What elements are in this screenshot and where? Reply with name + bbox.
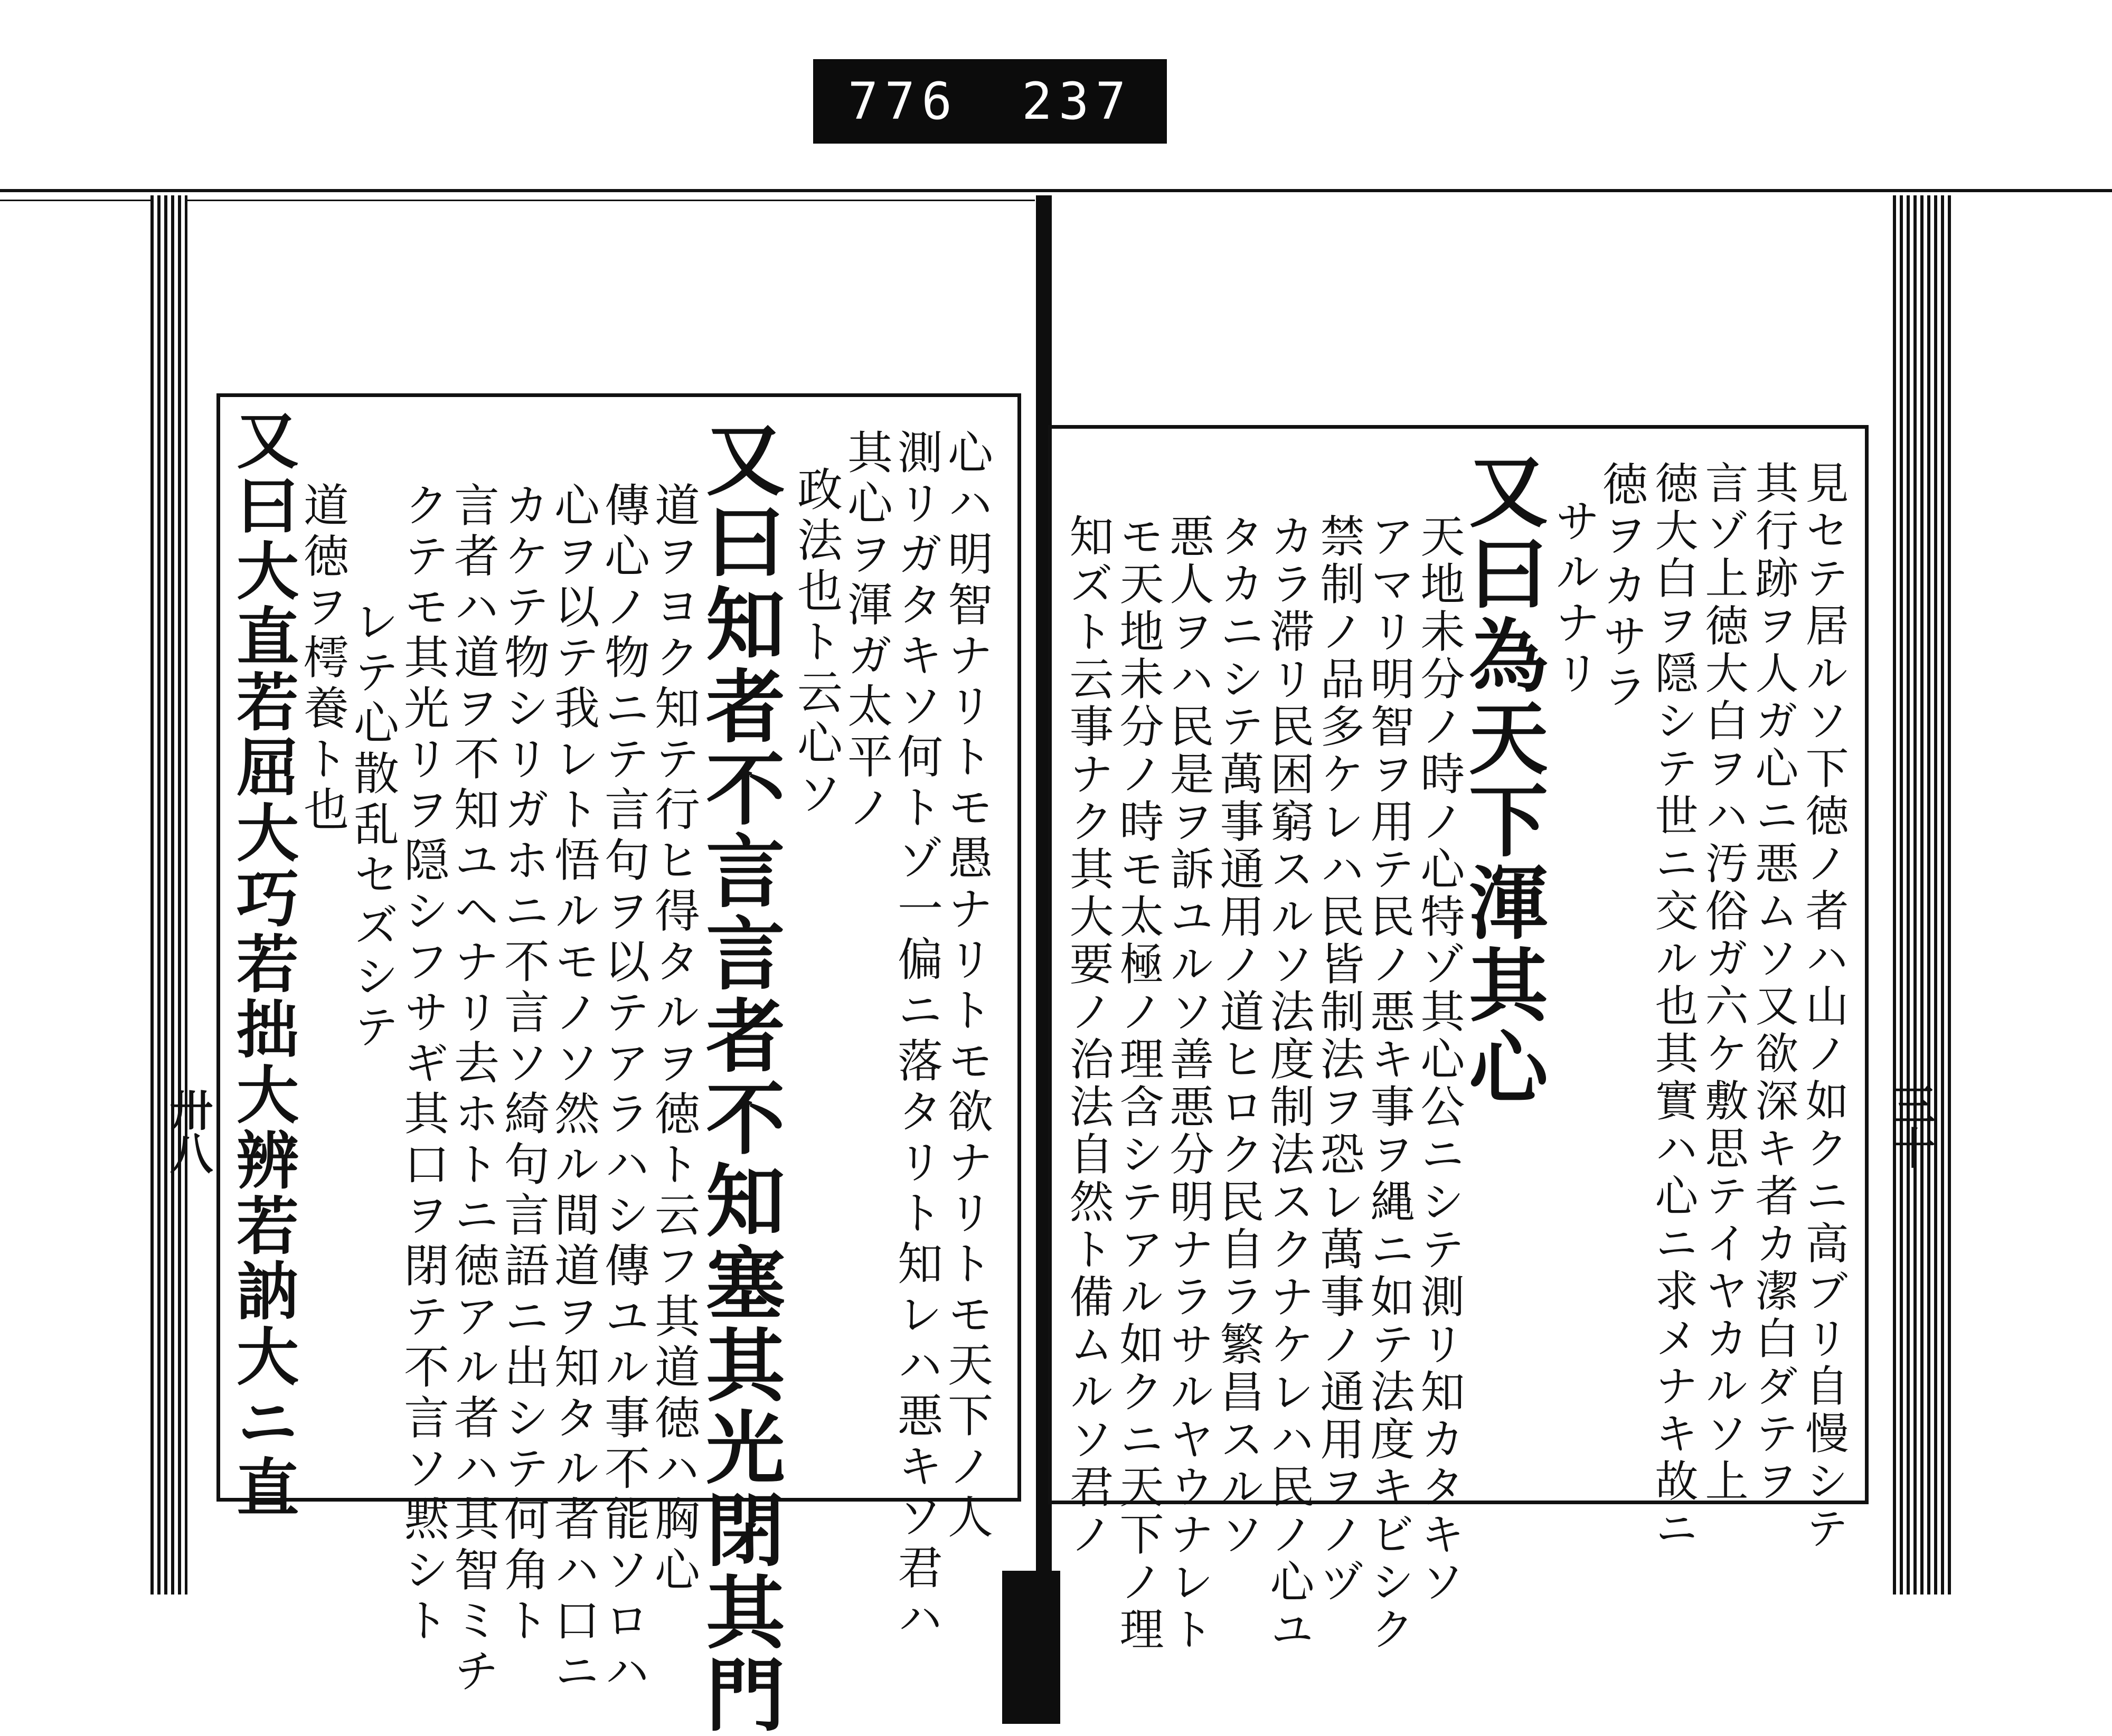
catalog-number-right: 237 [1022,72,1133,131]
left-page-folio: 卅八 [163,1088,213,1174]
text-column: 其行跡ヲ人ガ心ニ悪ムソ又欲深キ者カ潔白ダテヲ [1748,460,1798,1506]
catalog-number-label [813,59,1167,144]
text-column: 天地未分ノ時ノ心特ゾ其心公ニシテ測リ知カタキソ [1413,513,1465,1606]
text-column: 悪人ヲハ民是ヲ訴ユルソ善悪分明ナラサルヤウナレト [1163,513,1214,1654]
text-column: 徳ヲカサラ [1595,460,1647,714]
text-column: 心ハ明智ナリトモ愚ナリトモ欲ナリトモ天下ノ人 [940,429,993,1544]
text-column: 禁制ノ品多ケレハ民皆制法ヲ恐レ萬事ノ通用ヲノヅ [1313,513,1365,1606]
text-column: カラ滞リ民困窮スルソ法度制法スクナケレハ民ノ心ユ [1263,513,1315,1654]
text-column: 見セテ居ルソ下徳ノ者ハ山ノ如クニ高ブリ自慢シテ [1798,460,1849,1553]
text-column: モ天地未分ノ時モ太極ノ理含シテアル如クニ天下ノ理 [1112,513,1164,1654]
text-column: 心ヲ以テ我レト悟ルモノソ然ル間道ヲ知タル者ハ口ニ [546,482,599,1698]
heading-column: 又曰知者不言言者不知塞其光閉其門 [692,418,785,1736]
text-column: タカニシテ萬事通用ノ道ヒロク民自ラ繁昌スルソ [1213,513,1265,1559]
text-column: 言者ハ道ヲ不知ユヘナリ去ホトニ徳アル者ハ其智ミチ [446,482,499,1698]
catalog-number-left: 776 [847,72,958,131]
text-column: 徳大白ヲ隠シテ世ニ交ル也其實ハ心ニ求メナキ故ニ [1648,460,1698,1553]
text-column: レテ心散乱セズシテ [346,598,399,1054]
text-column: クテモ其光リヲ隠シフサギ其口ヲ閉テ不言ソ黙シト [396,482,449,1647]
text-column: 其心ヲ渾ガ太平ノ [840,429,892,834]
top-rule [0,189,2112,192]
text-column: カケテ物シリガホニ不言ソ綺句言語ニ出シテ何角ト [496,482,549,1647]
text-column: 道徳ヲ樗養ト也 [296,482,348,836]
right-page-folio: 三十 [1885,1082,1936,1169]
heading-column: 又曰大直若屈大巧若拙大辨若訥大ニ直 [226,408,299,1521]
left-binding-edge [150,195,187,1595]
text-column: 政法也ト云心ソ [789,466,842,820]
text-column: 道ヲヨク知テ行ヒ得タルヲ徳ト云フ其道徳ハ胸心 [647,482,700,1597]
left-page-frame [216,393,1021,1736]
text-column: サルナリ [1547,497,1600,700]
bookmark-tassel [1002,1571,1060,1724]
heading-column: 又曰為天下渾其心 [1455,450,1548,1109]
right-page-frame [1048,425,1869,1654]
text-column: 傳心ノ物ニテ言句ヲ以テアラハシ傳ユル事不能ソロハ [597,482,649,1698]
right-binding-edge [1893,195,1951,1595]
text-column: 言ゾ上徳大白ヲハ汚俗ガ六ケ敷思テイヤカルソ上 [1698,460,1748,1506]
text-column: アマリ明智ヲ用テ民ノ悪キ事ヲ縄ニ如テ法度キビシク [1363,513,1415,1654]
text-column: 測リガタキソ何トゾ一偏ニ落タリト知レハ悪キソ君ハ [890,429,942,1645]
text-column: 知ズト云事ナク其大要ノ治法自然ト備ムルソ君ノ [1062,513,1114,1559]
